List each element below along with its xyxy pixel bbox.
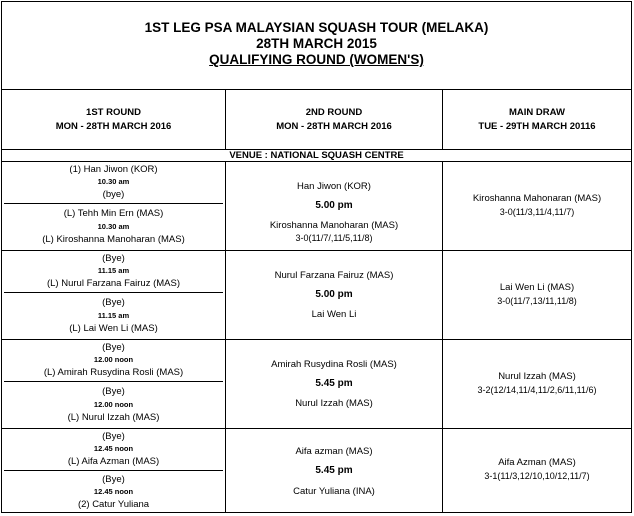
header-date: MON - 28TH MARCH 2016: [55, 121, 172, 132]
match-time: 5.45 pm: [315, 378, 353, 389]
match-time: 5.45 pm: [315, 465, 353, 476]
player-name: (1) Han Jiwon (KOR): [69, 164, 158, 175]
r2-cell: [225, 161, 443, 251]
r2-cell: [225, 428, 443, 513]
r2-cell: [225, 339, 443, 429]
divider: [4, 381, 223, 382]
divider: [4, 292, 223, 293]
main-cell: [442, 250, 632, 340]
match-score: 3-0(11/7/,11/5,11/8): [295, 233, 373, 243]
r1-cell: [1, 339, 226, 429]
match-score: 3-0(11/7,13/11,11/8): [497, 296, 577, 306]
match-time: 12.00 noon: [93, 400, 134, 409]
match-score: 3-1(11/3,12/10,10/12,11/7): [484, 471, 590, 481]
winner-name: Kiroshanna Mahonaran (MAS): [472, 193, 602, 204]
tournament-date: 28TH MARCH 2015: [256, 36, 377, 51]
r1-cell: [1, 161, 226, 251]
player-name: Aifa azman (MAS): [295, 446, 373, 457]
header-label: 2ND ROUND: [305, 107, 363, 118]
draw-sheet: [1, 1, 632, 513]
player-name: (L) Kiroshanna Manoharan (MAS): [42, 234, 185, 245]
player-name: Lai Wen Li: [311, 309, 357, 320]
header-2nd-round: [225, 89, 443, 150]
header-date: TUE - 29TH MARCH 20116: [478, 121, 596, 132]
player-name: Nurul Farzana Fairuz (MAS): [274, 270, 394, 281]
header-label: 1ST ROUND: [86, 107, 141, 118]
player-name: (Bye): [102, 474, 125, 485]
main-cell: [442, 428, 632, 513]
winner-name: Nurul Izzah (MAS): [498, 371, 576, 382]
player-name: (L) Nurul Izzah (MAS): [67, 412, 160, 423]
title-block: [1, 1, 632, 90]
player-name: (Bye): [102, 342, 125, 353]
match-score: 3-0(11/3,11/4,11/7): [499, 207, 575, 217]
match-time: 12.45 noon: [93, 444, 134, 453]
player-name: Catur Yuliana (INA): [293, 486, 375, 497]
match-time: 11.15 am: [97, 266, 130, 275]
venue-label: VENUE : NATIONAL SQUASH CENTRE: [229, 150, 404, 161]
main-cell: [442, 339, 632, 429]
r1-cell: [1, 428, 226, 513]
match-score: 3-2(12/14,11/4,11/2,6/11,11/6): [477, 385, 597, 395]
player-name: (L) Aifa Azman (MAS): [67, 456, 160, 467]
match-time: 12.45 noon: [93, 487, 134, 496]
r1-cell: [1, 250, 226, 340]
player-name: Han Jiwon (KOR): [297, 181, 371, 192]
r2-cell: [225, 250, 443, 340]
main-cell: [442, 161, 632, 251]
player-name: (L) Nurul Farzana Fairuz (MAS): [46, 278, 181, 289]
match-time: 11.15 am: [97, 311, 130, 320]
winner-name: Aifa Azman (MAS): [498, 457, 576, 468]
match-time: 10.30 am: [97, 222, 130, 231]
player-name: (Bye): [102, 431, 125, 442]
header-1st-round: [1, 89, 226, 150]
player-name: (L) Amirah Rusydina Rosli (MAS): [43, 367, 184, 378]
player-name: (Bye): [102, 386, 125, 397]
header-main-draw: [442, 89, 632, 150]
match-time: 5.00 pm: [315, 289, 353, 300]
player-name: (Bye): [102, 253, 125, 264]
player-name: (Bye): [102, 297, 125, 308]
header-label: MAIN DRAW: [509, 107, 565, 118]
player-name: (L) Lai Wen Li (MAS): [69, 323, 158, 334]
winner-name: Lai Wen Li (MAS): [499, 282, 575, 293]
divider: [4, 470, 223, 471]
player-name: (2) Catur Yuliana: [77, 499, 150, 510]
match-time: 10.30 am: [97, 177, 130, 186]
match-time: 12.00 noon: [93, 355, 134, 364]
player-name: Kiroshanna Manoharan (MAS): [269, 220, 399, 231]
player-name: Nurul Izzah (MAS): [295, 398, 373, 409]
match-time: 5.00 pm: [315, 200, 353, 211]
player-name: (bye): [102, 189, 125, 200]
round-title: QUALIFYING ROUND (WOMEN'S): [209, 52, 424, 67]
tournament-title: 1ST LEG PSA MALAYSIAN SQUASH TOUR (MELAKA): [144, 20, 489, 35]
player-name: Amirah Rusydina Rosli (MAS): [271, 359, 397, 370]
divider: [4, 203, 223, 204]
header-date: MON - 28TH MARCH 2016: [276, 121, 392, 132]
player-name: (L) Tehh Min Ern (MAS): [63, 208, 164, 219]
